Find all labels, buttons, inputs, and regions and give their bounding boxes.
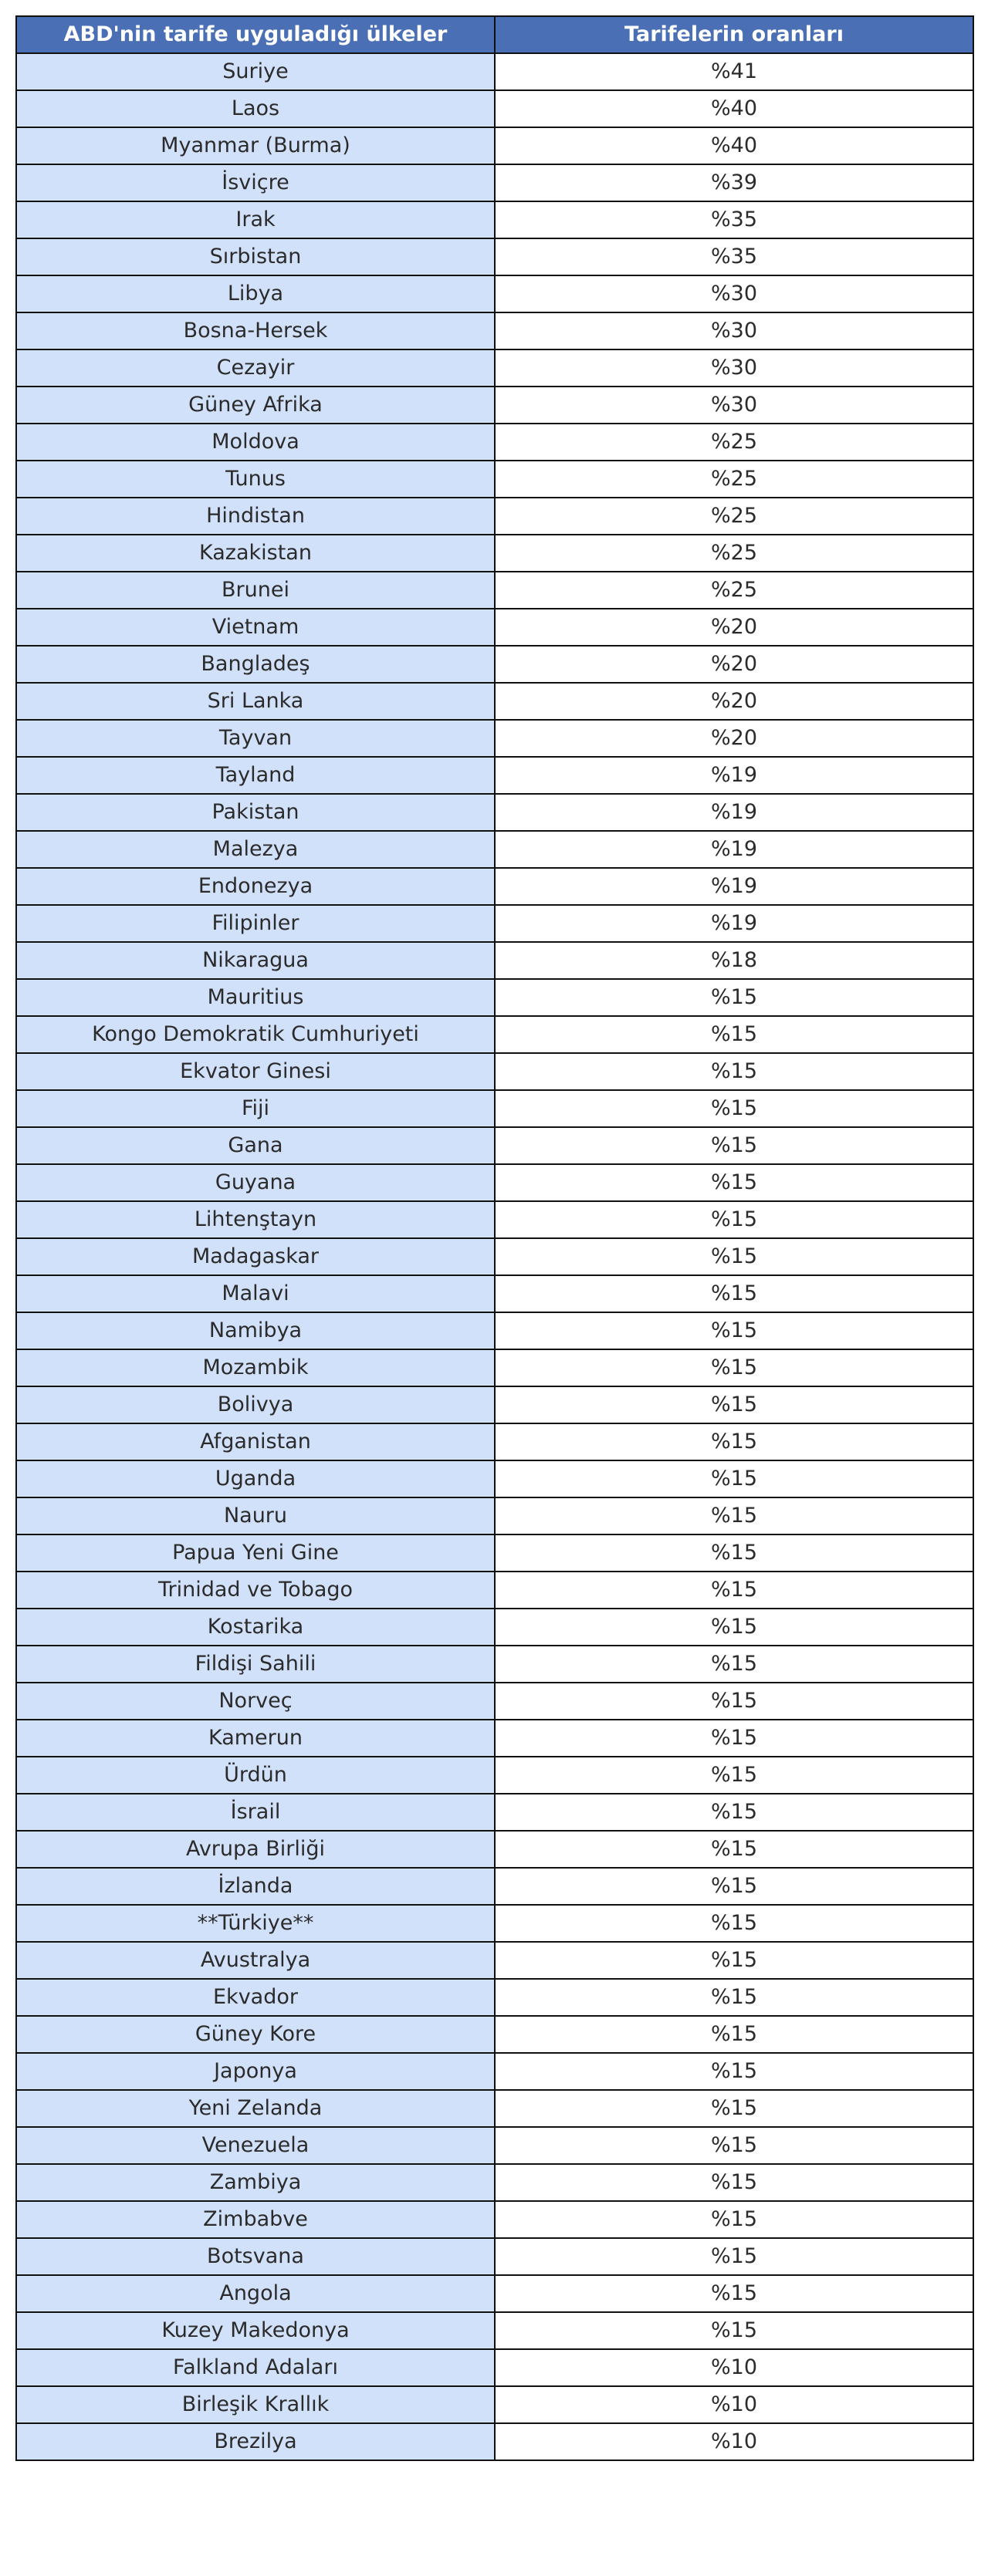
country-cell: Afganistan xyxy=(16,1423,495,1460)
table-row xyxy=(16,2164,973,2201)
tariff-rate-cell: %40 xyxy=(495,90,973,127)
country-cell: Venezuela xyxy=(16,2127,495,2164)
tariff-rate-cell: %15 xyxy=(495,1609,973,1646)
country-cell: Ekvador xyxy=(16,1979,495,2016)
country-cell: Norveç xyxy=(16,1683,495,1720)
tariff-rate-cell: %39 xyxy=(495,164,973,201)
country-cell: İsrail xyxy=(16,1794,495,1831)
country-cell: Papua Yeni Gine xyxy=(16,1534,495,1572)
table-row xyxy=(16,942,973,979)
tariff-rate-cell: %20 xyxy=(495,646,973,683)
tariff-rate-cell: %15 xyxy=(495,1831,973,1868)
table-row xyxy=(16,1683,973,1720)
tariff-rate-cell: %10 xyxy=(495,2423,973,2460)
country-cell: Cezayir xyxy=(16,349,495,387)
tariff-rate-cell: %15 xyxy=(495,2016,973,2053)
table-row xyxy=(16,1275,973,1312)
table-row xyxy=(16,201,973,238)
table-row xyxy=(16,2090,973,2127)
country-cell: Vietnam xyxy=(16,609,495,646)
country-cell: Lihtenştayn xyxy=(16,1201,495,1238)
country-cell: Falkland Adaları xyxy=(16,2349,495,2386)
tariff-rate-cell: %41 xyxy=(495,53,973,90)
tariff-rate-cell: %15 xyxy=(495,1572,973,1609)
table-row xyxy=(16,1534,973,1572)
country-cell: Japonya xyxy=(16,2053,495,2090)
country-cell: **Türkiye** xyxy=(16,1905,495,1942)
tariff-rate-cell: %10 xyxy=(495,2386,973,2423)
table-row xyxy=(16,1016,973,1053)
table-row xyxy=(16,609,973,646)
tariff-rate-cell: %15 xyxy=(495,1868,973,1905)
table-row xyxy=(16,1831,973,1868)
tariff-rate-cell: %20 xyxy=(495,683,973,720)
tariff-rate-cell: %15 xyxy=(495,1979,973,2016)
table-row xyxy=(16,349,973,387)
country-cell: Fildişi Sahili xyxy=(16,1646,495,1683)
table-row xyxy=(16,1460,973,1497)
column-header-country: ABD'nin tarife uyguladığı ülkeler xyxy=(16,16,495,53)
table-row xyxy=(16,461,973,498)
tariff-rate-cell: %15 xyxy=(495,1534,973,1572)
country-cell: Gana xyxy=(16,1127,495,1164)
country-cell: Botsvana xyxy=(16,2238,495,2275)
country-cell: Angola xyxy=(16,2275,495,2312)
tariff-rate-cell: %19 xyxy=(495,831,973,868)
table-row xyxy=(16,2127,973,2164)
country-cell: Suriye xyxy=(16,53,495,90)
country-cell: Güney Kore xyxy=(16,2016,495,2053)
tariff-rate-cell: %19 xyxy=(495,757,973,794)
table-row xyxy=(16,1720,973,1757)
table-row xyxy=(16,275,973,312)
tariff-rate-cell: %15 xyxy=(495,1757,973,1794)
tariff-rate-cell: %35 xyxy=(495,238,973,275)
tariff-rate-cell: %19 xyxy=(495,868,973,905)
tariff-rate-cell: %15 xyxy=(495,1016,973,1053)
table-row xyxy=(16,2238,973,2275)
table-body xyxy=(16,53,973,2460)
country-cell: Ekvator Ginesi xyxy=(16,1053,495,1090)
country-cell: Guyana xyxy=(16,1164,495,1201)
tariff-rate-cell: %25 xyxy=(495,424,973,461)
table-row xyxy=(16,831,973,868)
country-cell: Avustralya xyxy=(16,1942,495,1979)
tariff-rate-cell: %25 xyxy=(495,572,973,609)
country-cell: Bolivya xyxy=(16,1386,495,1423)
country-cell: Birleşik Krallık xyxy=(16,2386,495,2423)
tariff-rate-cell: %15 xyxy=(495,1164,973,1201)
country-cell: Moldova xyxy=(16,424,495,461)
tariff-table xyxy=(15,15,974,2461)
country-cell: Sırbistan xyxy=(16,238,495,275)
table-row xyxy=(16,1905,973,1942)
country-cell: Ürdün xyxy=(16,1757,495,1794)
tariff-rate-cell: %15 xyxy=(495,1683,973,1720)
country-cell: Avrupa Birliği xyxy=(16,1831,495,1868)
table-row xyxy=(16,1979,973,2016)
tariff-rate-cell: %15 xyxy=(495,1497,973,1534)
country-cell: Trinidad ve Tobago xyxy=(16,1572,495,1609)
table-row xyxy=(16,646,973,683)
tariff-rate-cell: %15 xyxy=(495,1275,973,1312)
tariff-rate-cell: %15 xyxy=(495,1794,973,1831)
country-cell: Kamerun xyxy=(16,1720,495,1757)
table-row xyxy=(16,1386,973,1423)
country-cell: Yeni Zelanda xyxy=(16,2090,495,2127)
tariff-rate-cell: %15 xyxy=(495,2053,973,2090)
country-cell: Madagaskar xyxy=(16,1238,495,1275)
country-cell: Brezilya xyxy=(16,2423,495,2460)
tariff-rate-cell: %15 xyxy=(495,1127,973,1164)
country-cell: Kostarika xyxy=(16,1609,495,1646)
tariff-rate-cell: %15 xyxy=(495,1720,973,1757)
tariff-rate-cell: %35 xyxy=(495,201,973,238)
tariff-rate-cell: %25 xyxy=(495,461,973,498)
table-row xyxy=(16,2053,973,2090)
country-cell: Brunei xyxy=(16,572,495,609)
tariff-rate-cell: %19 xyxy=(495,794,973,831)
country-cell: Uganda xyxy=(16,1460,495,1497)
tariff-rate-cell: %10 xyxy=(495,2349,973,2386)
table-row xyxy=(16,2386,973,2423)
table-row xyxy=(16,424,973,461)
tariff-rate-cell: %15 xyxy=(495,2238,973,2275)
tariff-rate-cell: %15 xyxy=(495,1053,973,1090)
table-row xyxy=(16,1646,973,1683)
country-cell: Kongo Demokratik Cumhuriyeti xyxy=(16,1016,495,1053)
country-cell: Libya xyxy=(16,275,495,312)
country-cell: Sri Lanka xyxy=(16,683,495,720)
tariff-rate-cell: %15 xyxy=(495,1646,973,1683)
tariff-rate-cell: %15 xyxy=(495,1349,973,1386)
table-row xyxy=(16,127,973,164)
country-cell: Tayland xyxy=(16,757,495,794)
country-cell: Tayvan xyxy=(16,720,495,757)
table-row xyxy=(16,53,973,90)
tariff-rate-cell: %19 xyxy=(495,905,973,942)
table-row xyxy=(16,757,973,794)
country-cell: Namibya xyxy=(16,1312,495,1349)
tariff-rate-cell: %15 xyxy=(495,2312,973,2349)
tariff-rate-cell: %15 xyxy=(495,1905,973,1942)
table-row xyxy=(16,2349,973,2386)
table-row xyxy=(16,312,973,349)
table-row xyxy=(16,2016,973,2053)
table-row xyxy=(16,2312,973,2349)
tariff-rate-cell: %15 xyxy=(495,1423,973,1460)
tariff-rate-cell: %20 xyxy=(495,720,973,757)
country-cell: İsviçre xyxy=(16,164,495,201)
tariff-rate-cell: %15 xyxy=(495,1201,973,1238)
tariff-rate-cell: %30 xyxy=(495,349,973,387)
country-cell: İzlanda xyxy=(16,1868,495,1905)
table-header-row xyxy=(16,16,973,53)
country-cell: Mauritius xyxy=(16,979,495,1016)
tariff-rate-cell: %25 xyxy=(495,498,973,535)
country-cell: Malavi xyxy=(16,1275,495,1312)
table-row xyxy=(16,1572,973,1609)
table-row xyxy=(16,683,973,720)
tariff-rate-cell: %15 xyxy=(495,2275,973,2312)
table-row xyxy=(16,90,973,127)
tariff-rate-cell: %15 xyxy=(495,1090,973,1127)
tariff-rate-cell: %30 xyxy=(495,312,973,349)
country-cell: Bosna-Hersek xyxy=(16,312,495,349)
country-cell: Zimbabve xyxy=(16,2201,495,2238)
country-cell: Malezya xyxy=(16,831,495,868)
table-row xyxy=(16,1349,973,1386)
tariff-rate-cell: %15 xyxy=(495,2164,973,2201)
country-cell: Pakistan xyxy=(16,794,495,831)
country-cell: Güney Afrika xyxy=(16,387,495,424)
table-row xyxy=(16,1794,973,1831)
table-row xyxy=(16,2423,973,2460)
country-cell: Kazakistan xyxy=(16,535,495,572)
country-cell: Irak xyxy=(16,201,495,238)
table-row xyxy=(16,1238,973,1275)
tariff-rate-cell: %18 xyxy=(495,942,973,979)
table-row xyxy=(16,794,973,831)
table-row xyxy=(16,1164,973,1201)
tariff-rate-cell: %15 xyxy=(495,1386,973,1423)
tariff-rate-cell: %25 xyxy=(495,535,973,572)
country-cell: Hindistan xyxy=(16,498,495,535)
table-row xyxy=(16,164,973,201)
country-cell: Endonezya xyxy=(16,868,495,905)
table-row xyxy=(16,905,973,942)
country-cell: Myanmar (Burma) xyxy=(16,127,495,164)
country-cell: Zambiya xyxy=(16,2164,495,2201)
table-row xyxy=(16,1127,973,1164)
tariff-rate-cell: %15 xyxy=(495,2127,973,2164)
table-row xyxy=(16,572,973,609)
table-row xyxy=(16,1942,973,1979)
table-row xyxy=(16,498,973,535)
tariff-rate-cell: %15 xyxy=(495,1460,973,1497)
table-row xyxy=(16,1201,973,1238)
table-row xyxy=(16,2201,973,2238)
country-cell: Mozambik xyxy=(16,1349,495,1386)
table-row xyxy=(16,238,973,275)
table-row xyxy=(16,979,973,1016)
country-cell: Fiji xyxy=(16,1090,495,1127)
tariff-rate-cell: %20 xyxy=(495,609,973,646)
tariff-rate-cell: %15 xyxy=(495,2201,973,2238)
table-row xyxy=(16,1090,973,1127)
tariff-rate-cell: %30 xyxy=(495,387,973,424)
tariff-table-container xyxy=(15,15,973,2461)
table-row xyxy=(16,720,973,757)
tariff-rate-cell: %15 xyxy=(495,1942,973,1979)
tariff-rate-cell: %40 xyxy=(495,127,973,164)
table-row xyxy=(16,535,973,572)
table-row xyxy=(16,1757,973,1794)
country-cell: Filipinler xyxy=(16,905,495,942)
table-row xyxy=(16,1868,973,1905)
country-cell: Laos xyxy=(16,90,495,127)
table-row xyxy=(16,1609,973,1646)
table-row xyxy=(16,1053,973,1090)
country-cell: Nikaragua xyxy=(16,942,495,979)
country-cell: Kuzey Makedonya xyxy=(16,2312,495,2349)
tariff-rate-cell: %15 xyxy=(495,979,973,1016)
tariff-rate-cell: %15 xyxy=(495,2090,973,2127)
table-row xyxy=(16,387,973,424)
table-row xyxy=(16,2275,973,2312)
table-row xyxy=(16,868,973,905)
country-cell: Nauru xyxy=(16,1497,495,1534)
table-row xyxy=(16,1312,973,1349)
tariff-rate-cell: %30 xyxy=(495,275,973,312)
table-row xyxy=(16,1423,973,1460)
tariff-rate-cell: %15 xyxy=(495,1312,973,1349)
tariff-rate-cell: %15 xyxy=(495,1238,973,1275)
table-row xyxy=(16,1497,973,1534)
country-cell: Tunus xyxy=(16,461,495,498)
country-cell: Bangladeş xyxy=(16,646,495,683)
column-header-rate: Tarifelerin oranları xyxy=(495,16,973,53)
